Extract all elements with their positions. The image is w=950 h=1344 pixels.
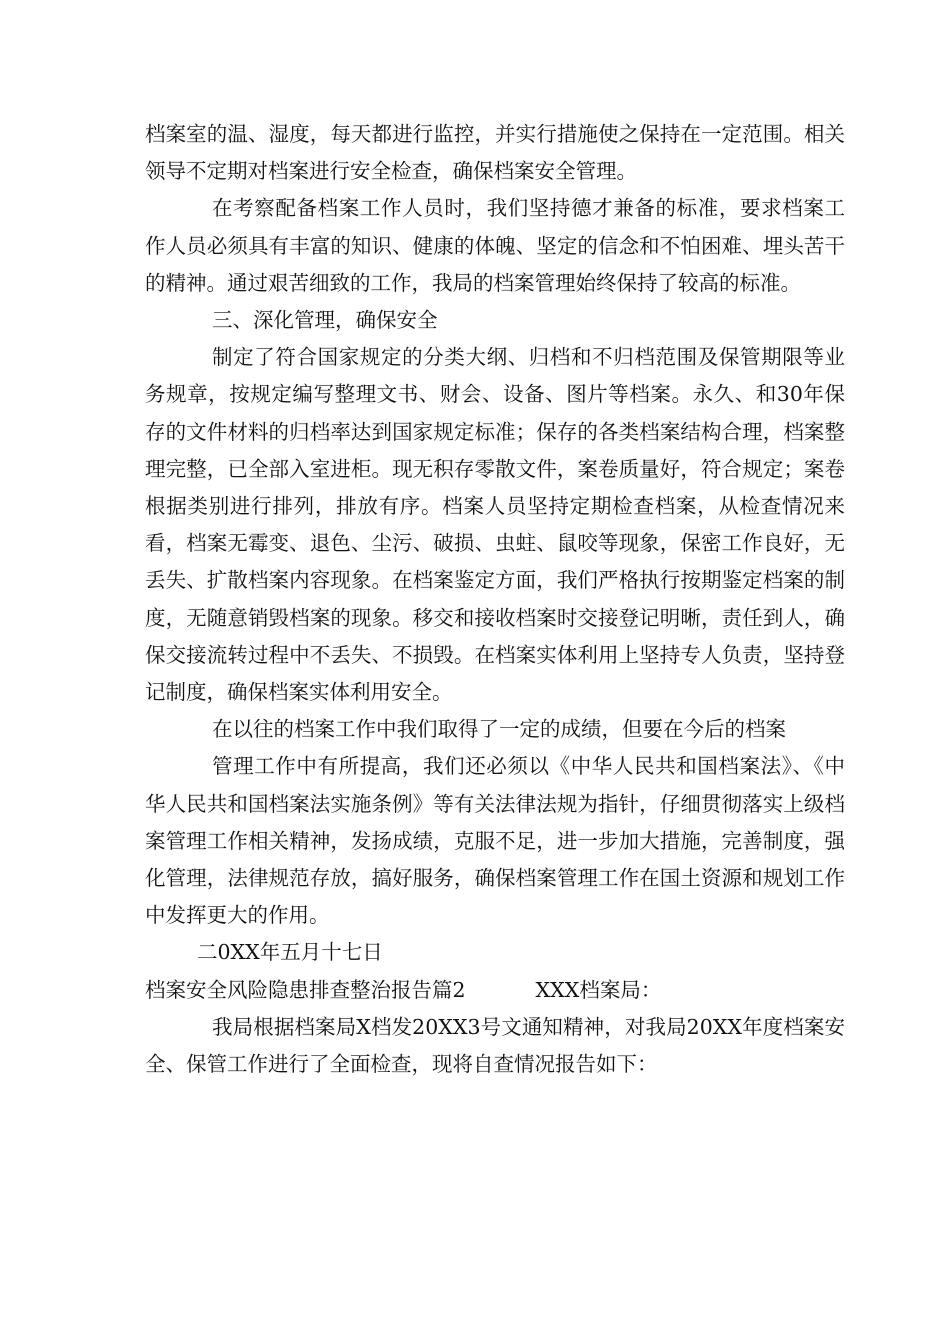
paragraph-achievements: 在以往的档案工作中我们取得了一定的成绩，但要在今后的档案 (212, 717, 786, 742)
document-date: 二0XX年五月十七日 (197, 940, 383, 965)
paragraph-self-inspection: 我局根据档案局X档发20XX3号文通知精神，对我局20XX年度档案安全、保管工作进行了全面检查，现将自查情况报告如下： (145, 1014, 845, 1077)
paragraph-staffing: 在考察配备档案工作人员时，我们坚持德才兼备的标准，要求档案工作人员必须具有丰富的知识、健康的体魄、坚定的信念和不怕困难、埋头苦干的精神。通过艰苦细致的工作，我局的档案管理始终保持了较高的标准。 (145, 196, 845, 295)
report-title-line (145, 972, 845, 1009)
recipient: XXX档案局： (535, 977, 662, 1002)
report-title: 档案安全风险隐患排查整治报告篇2 (145, 977, 466, 1002)
document-body (145, 116, 845, 1083)
section-heading-3: 三、深化管理，确保安全 (212, 308, 438, 333)
paragraph-future-work: 管理工作中有所提高，我们还必须以《中华人民共和国档案法》、《中华人民共和国档案法实施条例》等有关法律法规为指针，仔细贯彻落实上级档案管理工作相关精神，发扬成绩，克服不足，进一步加大措施，完善制度，强化管理，法律规范存放，搞好服务，确保档案管理工作在国土资源和规划工作中发挥更大的作用。 (145, 754, 845, 928)
paragraph-temperature-humidity: 档案室的温、湿度，每天都进行监控，并实行措施使之保持在一定范围。相关领导不定期对档案进行安全检查，确保档案安全管理。 (145, 122, 845, 184)
paragraph-management-rules: 制定了符合国家规定的分类大纲、归档和不归档范围及保管期限等业务规章，按规定编写整理文书、财会、设备、图片等档案。永久、和30年保存的文件材料的归档率达到国家规定标准；保存的各类档案结构合理，档案整理完整，已全部入室进柜。现无积存零散文件，案卷质量好，符合规定；案卷根据类别进行排列，排放有序。档案人员坚持定期检查档案，从检查情况来看，档案无霉变、退色、尘污、破损、虫蛀、鼠咬等现象，保密工作良好，无丢失、扩散档案内容现象。在档案鉴定方面，我们严格执行按期鉴定档案的制度，无随意销毁档案的现象。移交和接收档案时交接登记明晰，责任到人，确保交接流转过程中不丢失、不损毁。在档案实体利用上坚持专人负责，坚持登记制度，确保档案实体利用安全。 (145, 345, 845, 705)
